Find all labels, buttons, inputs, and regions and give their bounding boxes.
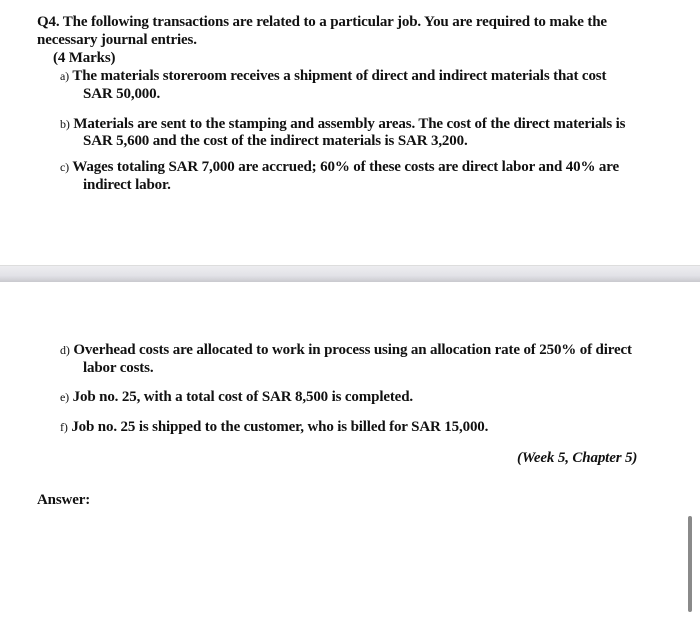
item-text: The materials storeroom receives a shipment of direct and indirect materials that cost xyxy=(72,68,607,84)
marks: (4 Marks) xyxy=(53,50,116,66)
item-b-line-2: SAR 5,600 and the cost of the indirect materials is SAR 3,200. xyxy=(83,133,468,149)
item-a-line-2: SAR 50,000. xyxy=(83,86,161,102)
page-separator xyxy=(0,265,700,282)
item-text: Job no. 25 is shipped to the customer, who is billed for SAR 15,000. xyxy=(71,419,489,435)
item-f xyxy=(60,419,488,436)
question-line-2: necessary journal entries. xyxy=(37,32,197,48)
item-b xyxy=(60,116,625,133)
item-label: c) xyxy=(60,160,70,174)
answer-label: Answer: xyxy=(37,492,91,508)
question-line-1: Q4. The following transactions are related to a particular job. You are required to make the xyxy=(37,14,607,30)
item-label: b) xyxy=(60,117,70,131)
item-e xyxy=(60,389,413,406)
item-text: Overhead costs are allocated to work in process using an allocation rate of 250% of direct xyxy=(73,342,632,358)
item-label: d) xyxy=(60,343,70,357)
scrollbar[interactable] xyxy=(688,516,692,612)
reference: (Week 5, Chapter 5) xyxy=(517,450,638,466)
item-text: Materials are sent to the stamping and assembly areas. The cost of the direct materials is xyxy=(73,116,626,132)
item-label: e) xyxy=(60,390,70,404)
item-c xyxy=(60,159,619,176)
item-text: Job no. 25, with a total cost of SAR 8,500 is completed. xyxy=(72,389,413,405)
item-a xyxy=(60,68,606,85)
item-d-line-2: labor costs. xyxy=(83,360,154,376)
item-label: a) xyxy=(60,69,70,83)
item-text: Wages totaling SAR 7,000 are accrued; 60% of these costs are direct labor and 40% are xyxy=(72,159,620,175)
item-label: f) xyxy=(60,420,68,434)
item-d xyxy=(60,342,632,359)
item-c-line-2: indirect labor. xyxy=(83,177,171,193)
